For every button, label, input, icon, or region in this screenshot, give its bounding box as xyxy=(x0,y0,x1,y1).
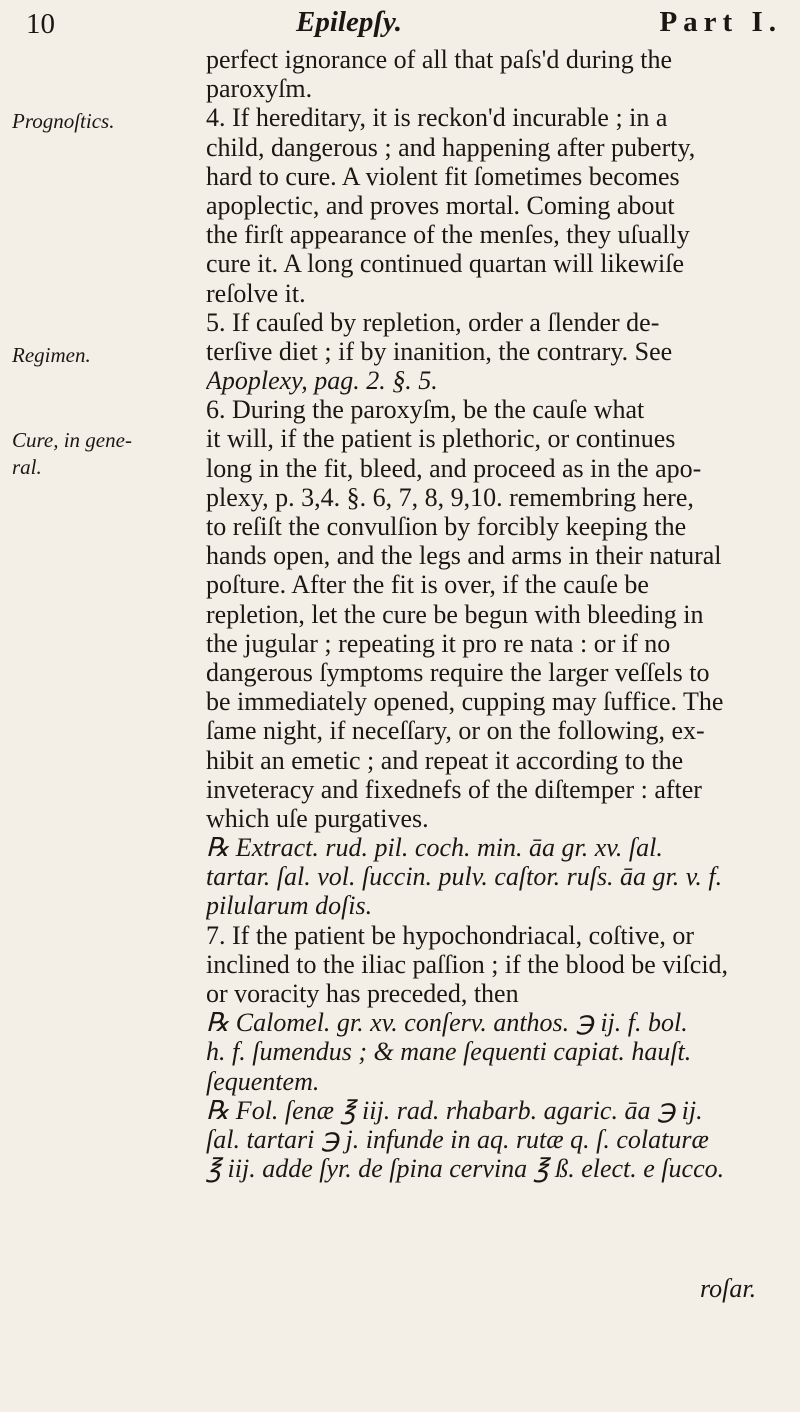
text-line: inveteracy and fixednefs of the diſtemper : after xyxy=(206,774,702,804)
recipe-line: pilularum doſis. xyxy=(206,891,373,921)
margin-note-cure-general: Cure, in gene- xyxy=(12,428,132,452)
margin-note-regimen: Regimen. xyxy=(12,343,91,367)
text-line: 5. If cauſed by repletion, order a ſlender de- xyxy=(206,307,660,337)
text-line: reſolve it. xyxy=(206,278,306,308)
text-line: inclined to the iliac paſſion ; if the blood be viſcid, xyxy=(206,949,729,979)
text-line: child, dangerous ; and happening after puberty, xyxy=(206,132,696,162)
text-line: 6. During the paroxyſm, be the cauſe what xyxy=(206,395,645,425)
text-line: dangerous ſymptoms require the larger veſſels to xyxy=(206,657,710,687)
running-title: Epilepſy. xyxy=(296,6,403,38)
catchword: roſar. xyxy=(700,1274,757,1303)
recipe-line: ſal. tartari ℈ j. infunde in aq. rutæ q. ſ. colaturæ xyxy=(206,1124,709,1154)
text-line: Apoplexy, pag. 2. §. 5. xyxy=(206,366,438,396)
recipe-line: ℞ Calomel. gr. xv. conſerv. anthos. ℈ ij. f. bol. xyxy=(206,1008,688,1038)
recipe-line: tartar. ſal. vol. ſuccin. pulv. caſtor. ruſs. āa gr. v. f. xyxy=(206,862,723,892)
text-line: the firſt appearance of the menſes, they uſually xyxy=(206,220,690,250)
text-line: perfect ignorance of all that paſs'd during the xyxy=(206,45,673,74)
text-line: poſture. After the fit is over, if the cauſe be xyxy=(206,570,649,600)
text-line: hibit an emetic ; and repeat it according to the xyxy=(206,745,684,775)
text-line: 7. If the patient be hypochondriacal, coſtive, or xyxy=(206,920,695,950)
body-text xyxy=(206,45,786,1183)
text-line: 4. If hereditary, it is reckon'd incurable ; in a xyxy=(206,103,668,133)
recipe-line: ℞ Extract. rud. pil. coch. min. āa gr. xv. ſal. xyxy=(206,833,663,863)
text-line: plexy, p. 3,4. §. 6, 7, 8, 9,10. remembring here, xyxy=(206,482,694,512)
part-label: Part I. xyxy=(659,6,782,38)
recipe-line: ℞ Fol. ſenæ ℥ iij. rad. rhabarb. agaric. āa ℈ ij. xyxy=(206,1095,703,1125)
margin-note-cure-general-cont: ral. xyxy=(12,455,42,479)
text-line: ſame night, if neceſſary, or on the following, ex- xyxy=(206,716,705,746)
text-line: be immediately opened, cupping may ſuffice. The xyxy=(206,687,724,717)
text-line: the jugular ; repeating it pro re nata : or if no xyxy=(206,628,671,658)
text-line: to reſiſt the convulſion by forcibly keeping the xyxy=(206,512,687,541)
text-line: hard to cure. A violent fit ſometimes becomes xyxy=(206,161,680,191)
page-header xyxy=(26,4,782,46)
text-line: long in the fit, bleed, and proceed as in the apo- xyxy=(206,453,702,483)
text-line: apoplectic, and proves mortal. Coming about xyxy=(206,190,675,220)
margin-note-prognostics: Prognoſtics. xyxy=(12,109,115,133)
recipe-line: ſequentem. xyxy=(206,1066,320,1096)
text-line: it will, if the patient is plethoric, or continues xyxy=(206,424,676,454)
text-line: repletion, let the cure be begun with bleeding in xyxy=(206,599,704,629)
recipe-line: h. f. ſumendus ; & mane ſequenti capiat. hauſt. xyxy=(206,1037,692,1067)
text-line: paroxyſm. xyxy=(206,74,313,104)
text-line: hands open, and the legs and arms in their natural xyxy=(206,541,722,571)
recipe-line: ℥ iij. adde ſyr. de ſpina cervina ℥ ß. elect. e ſucco. xyxy=(206,1154,725,1184)
text-line: terſive diet ; if by inanition, the contrary. See xyxy=(206,336,673,366)
text-line: cure it. A long continued quartan will likewiſe xyxy=(206,249,685,279)
page-number: 10 xyxy=(26,8,55,40)
text-line: which uſe purgatives. xyxy=(206,803,429,833)
text-line: or voracity has preceded, then xyxy=(206,979,519,1008)
